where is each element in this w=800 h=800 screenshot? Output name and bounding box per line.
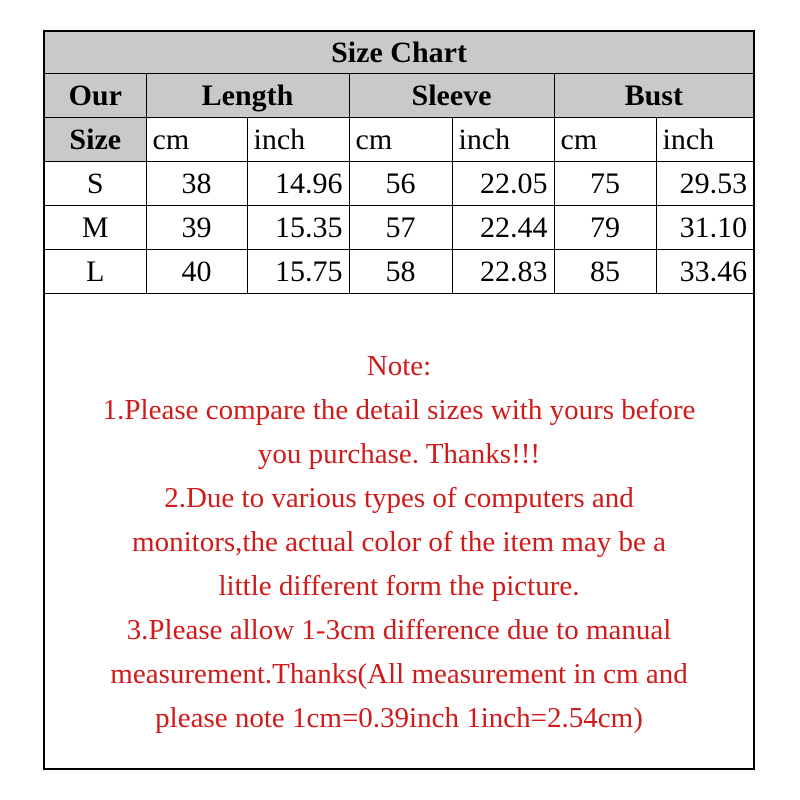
table-row — [45, 250, 753, 294]
table-row — [45, 162, 753, 206]
notes-section — [45, 344, 753, 740]
bust-cm-cell: 85 — [554, 250, 656, 294]
size-header-top: Our — [45, 74, 146, 118]
table-row — [45, 206, 753, 250]
sleeve-cm-cell: 58 — [349, 250, 452, 294]
length-inch-cell: 15.35 — [247, 206, 349, 250]
title-row — [45, 32, 753, 74]
bust-inch-cell: 33.46 — [656, 250, 753, 294]
unit-bust-cm: cm — [554, 118, 656, 162]
note-line: 3.Please allow 1-3cm difference due to manual — [126, 614, 672, 646]
unit-length-inch: inch — [247, 118, 349, 162]
size-cell: S — [45, 162, 146, 206]
note-line: little different form the picture. — [218, 570, 580, 602]
length-cm-cell: 39 — [146, 206, 247, 250]
bust-header: Bust — [554, 74, 753, 118]
group-header-row — [45, 74, 753, 118]
sleeve-inch-cell: 22.44 — [452, 206, 554, 250]
length-header: Length — [146, 74, 349, 118]
size-chart-table — [45, 32, 753, 294]
note-line: monitors,the actual color of the item may be a — [132, 526, 666, 558]
unit-length-cm: cm — [146, 118, 247, 162]
note-line: 2.Due to various types of computers and — [164, 482, 634, 514]
bust-cm-cell: 75 — [554, 162, 656, 206]
bust-inch-cell: 29.53 — [656, 162, 753, 206]
note-line: 1.Please compare the detail sizes with yours before — [102, 394, 696, 426]
sleeve-inch-cell: 22.05 — [452, 162, 554, 206]
length-cm-cell: 38 — [146, 162, 247, 206]
sleeve-cm-cell: 56 — [349, 162, 452, 206]
sleeve-inch-cell: 22.83 — [452, 250, 554, 294]
chart-title: Size Chart — [45, 32, 753, 74]
unit-bust-inch: inch — [656, 118, 753, 162]
size-cell: L — [45, 250, 146, 294]
note-line: please note 1cm=0.39inch 1inch=2.54cm) — [155, 702, 643, 734]
length-inch-cell: 14.96 — [247, 162, 349, 206]
note-heading: Note: — [366, 350, 432, 382]
unit-header-row — [45, 118, 753, 162]
sleeve-cm-cell: 57 — [349, 206, 452, 250]
size-header-bottom: Size — [45, 118, 146, 162]
length-inch-cell: 15.75 — [247, 250, 349, 294]
note-line: measurement.Thanks(All measurement in cm and — [110, 658, 688, 690]
size-cell: M — [45, 206, 146, 250]
size-chart-frame — [43, 30, 755, 770]
unit-sleeve-inch: inch — [452, 118, 554, 162]
bust-cm-cell: 79 — [554, 206, 656, 250]
note-line: you purchase. Thanks!!! — [257, 438, 541, 470]
unit-sleeve-cm: cm — [349, 118, 452, 162]
length-cm-cell: 40 — [146, 250, 247, 294]
bust-inch-cell: 31.10 — [656, 206, 753, 250]
sleeve-header: Sleeve — [349, 74, 554, 118]
